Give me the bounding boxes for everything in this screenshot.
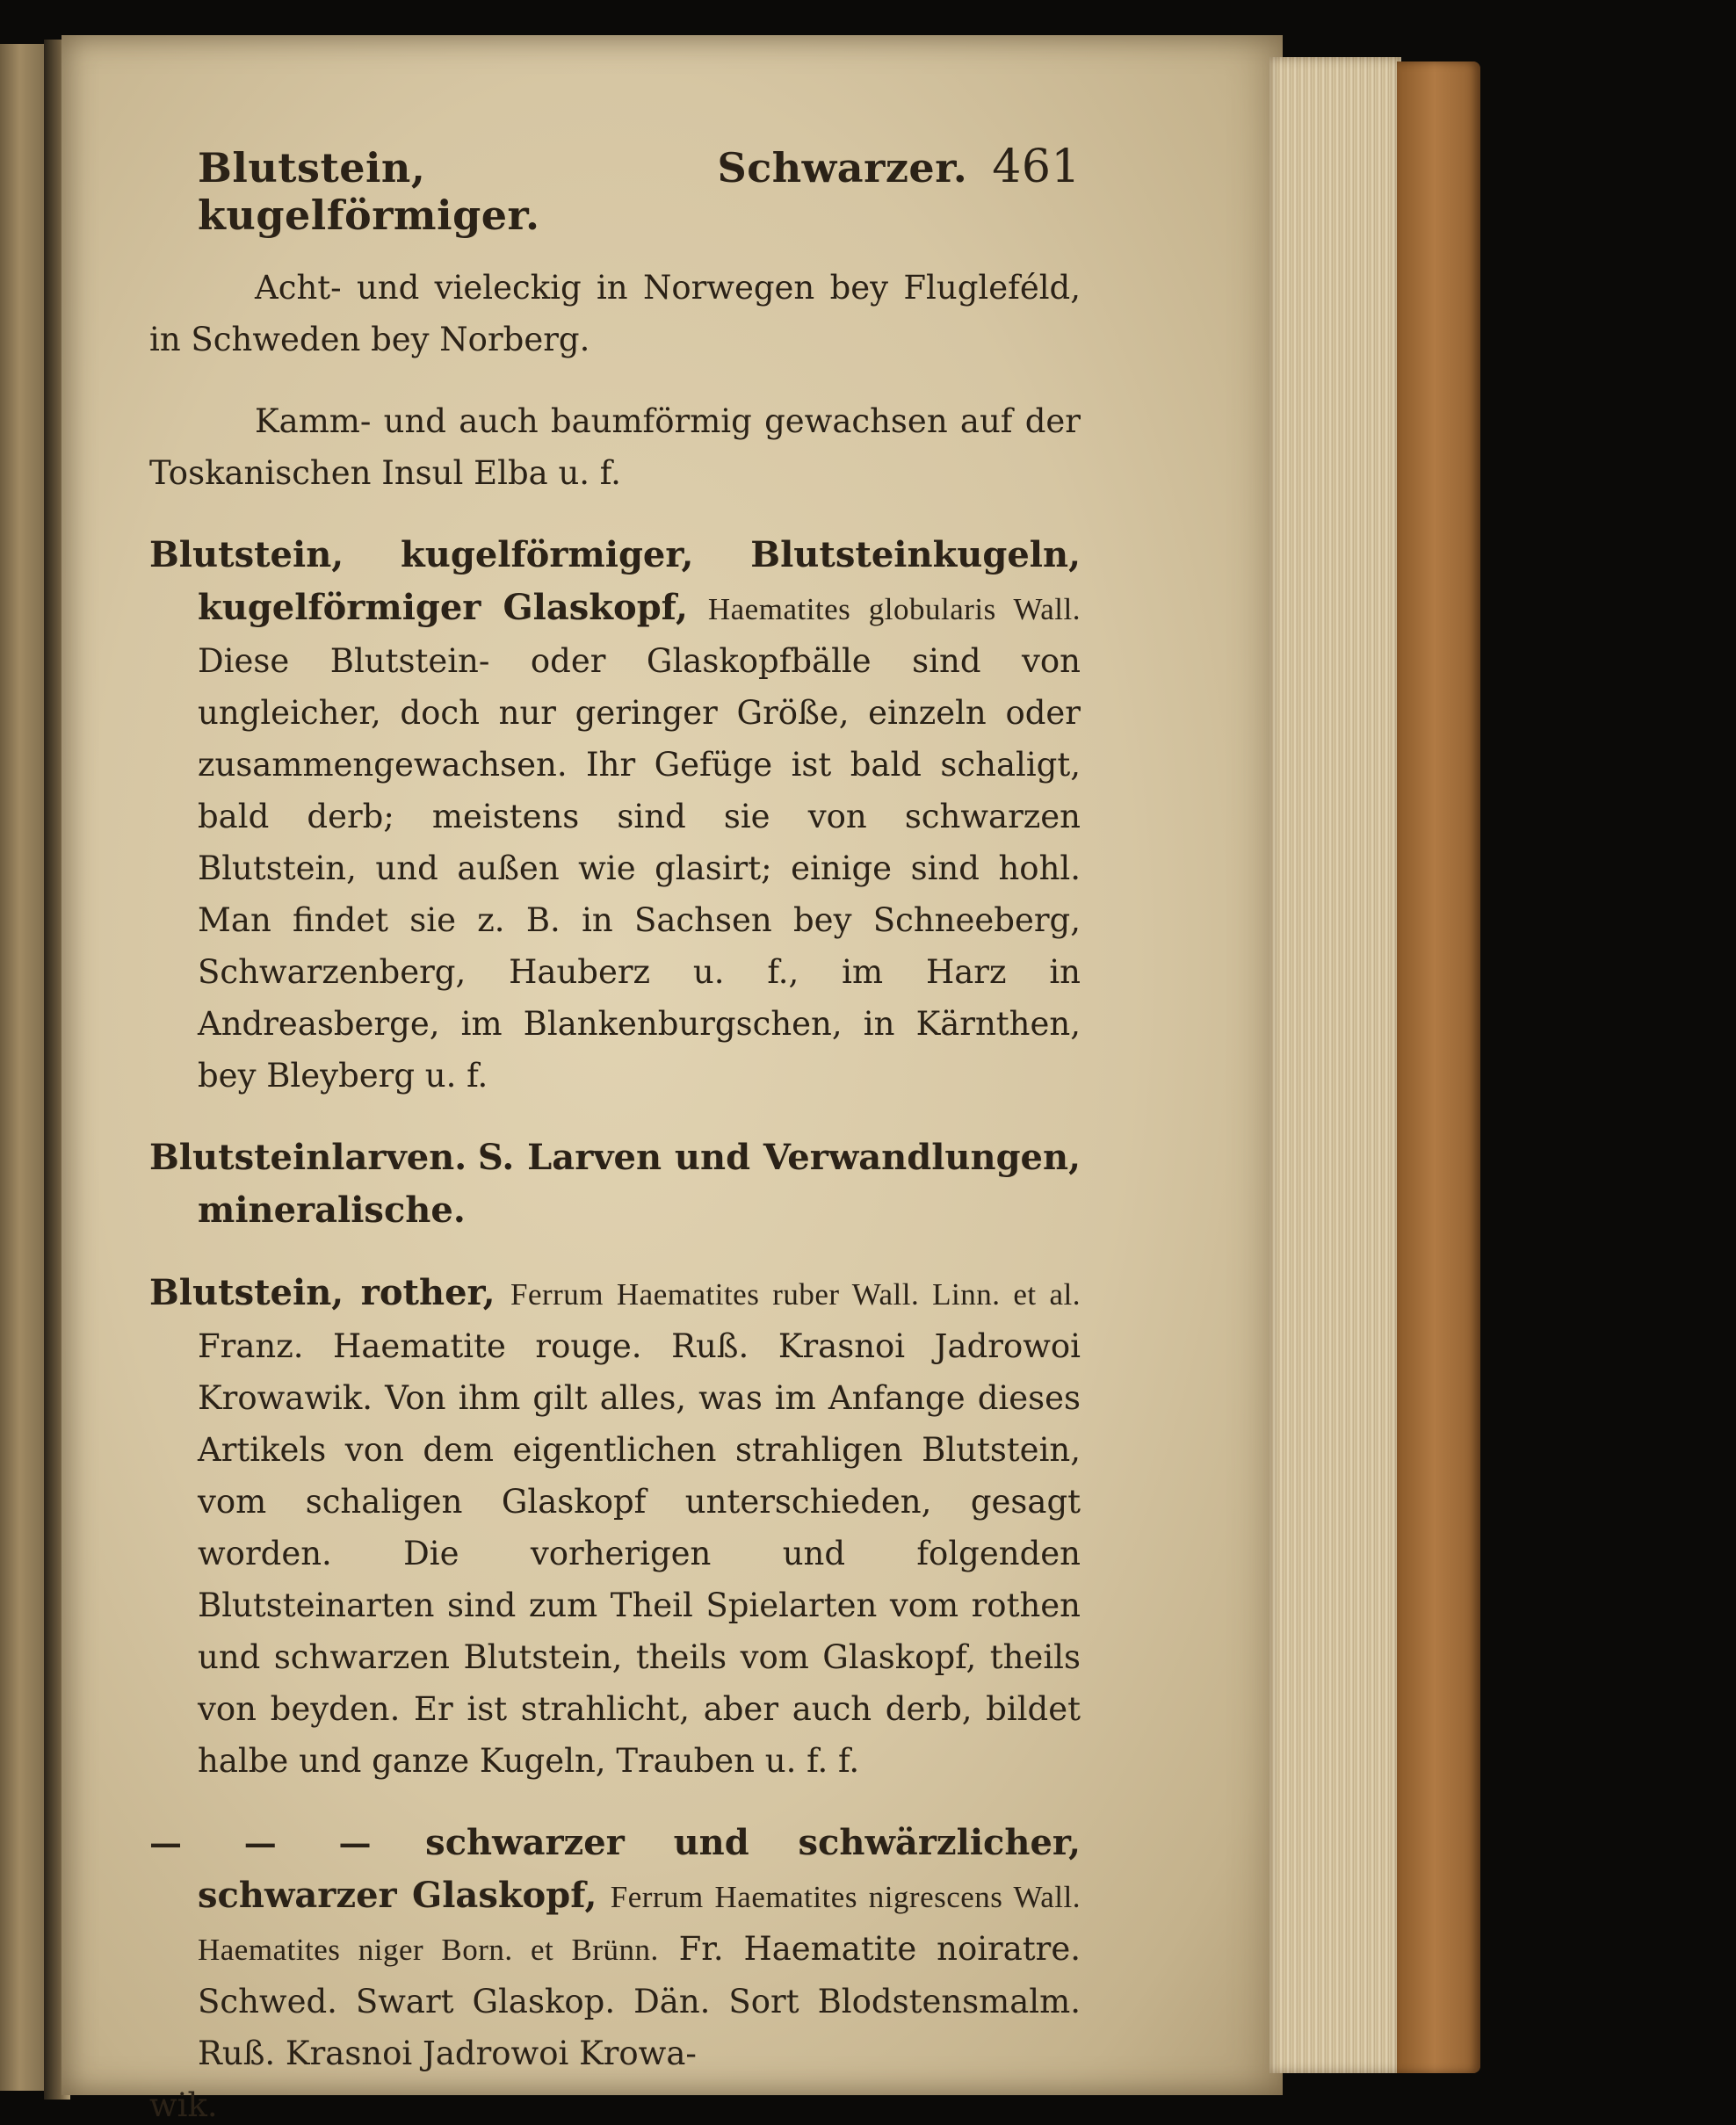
paragraph: Kamm- und auch baumförmig gewachsen auf der Toskanischen Insul Elba u. f. [149, 402, 1081, 492]
page-stack-edges [1269, 57, 1401, 2073]
entry-headword: Blutsteinlarven. [149, 1137, 467, 1178]
book-cover-edge [1397, 61, 1480, 2073]
entry-body: Franz. Haematite rouge. Ruß. Krasnoi Jadrowoi Krowawik. Von ihm gilt alles, was im Anfange dieses Artikels von dem eigentlichen strahligen Blutstein, vom schaligen Glaskopf unterschieden, gesagt worden. Die vorherigen und folgenden Blutsteinarten sind zum Theil Spielarten vom rothen und schwarzen Blutstein, theils vom Glaskopf, theils von beyden. Er ist strahlicht, aber auch derb, bildet halbe und ganze Kugeln, Trauben u. f. f. [198, 1327, 1081, 1780]
paragraph: Acht- und vieleckig in Norwegen bey Flugleféld, in Schweden bey Norberg. [149, 269, 1081, 358]
entry [149, 529, 1081, 1102]
entry-body: Fr. Haematite noiratre. Schwed. Swart Glaskop. Dän. Sort Blodstensmalm. Ruß. Krasnoi Jadrowoi Krowa- [198, 1930, 1081, 2072]
entry-body: S. Larven und Verwandlungen, mineralische. [198, 1137, 1081, 1231]
entry-body: Diese Blutstein- oder Glaskopfbälle sind von ungleicher, doch nur geringer Größe, einzeln oder zusammengewachsen. Ihr Gefüge ist bald schaligt, bald derb; meistens sind sie von schwarzen Blutstein, und außen wie glasirt; einige sind hohl. Man findet sie z. B. in Sachsen bey Schneeberg, Schwarzenberg, Hauberz u. f., im Harz in Andreasberge, im Blankenburgschen, in Kärnthen, bey Bleyberg u. f. [198, 642, 1081, 1095]
page-number: 461 [992, 141, 1081, 193]
page-text [149, 141, 1081, 2125]
entry-latin: Ferrum Haematites nigrescens Wall. Haematites niger Born. et Brünn. [198, 1880, 1081, 1967]
entry-latin: Ferrum Haematites ruber Wall. Linn. et al. [510, 1277, 1081, 1312]
header-center: Schwarzer. [717, 144, 968, 192]
facing-page-edge [0, 44, 49, 2091]
entry-tail: wik. [149, 2086, 218, 2124]
entry-latin: Haematites globularis Wall. [707, 592, 1081, 626]
entry [149, 1817, 1081, 2125]
entry-headword: schwarzer und schwärzlicher, schwarzer Glaskopf, [198, 1822, 1081, 1916]
entry-headword: Blutstein, rother, [149, 1272, 495, 1313]
entry [149, 1267, 1081, 1787]
running-header [149, 141, 1081, 239]
entry-dash: — — — [149, 1824, 379, 1862]
entry-headword: Blutstein, kugelförmiger, Blutsteinkugeln, kugelförmiger Glaskopf, [149, 534, 1081, 628]
entry [149, 1131, 1081, 1237]
header-left: Blutstein, kugelförmiger. [198, 144, 540, 239]
